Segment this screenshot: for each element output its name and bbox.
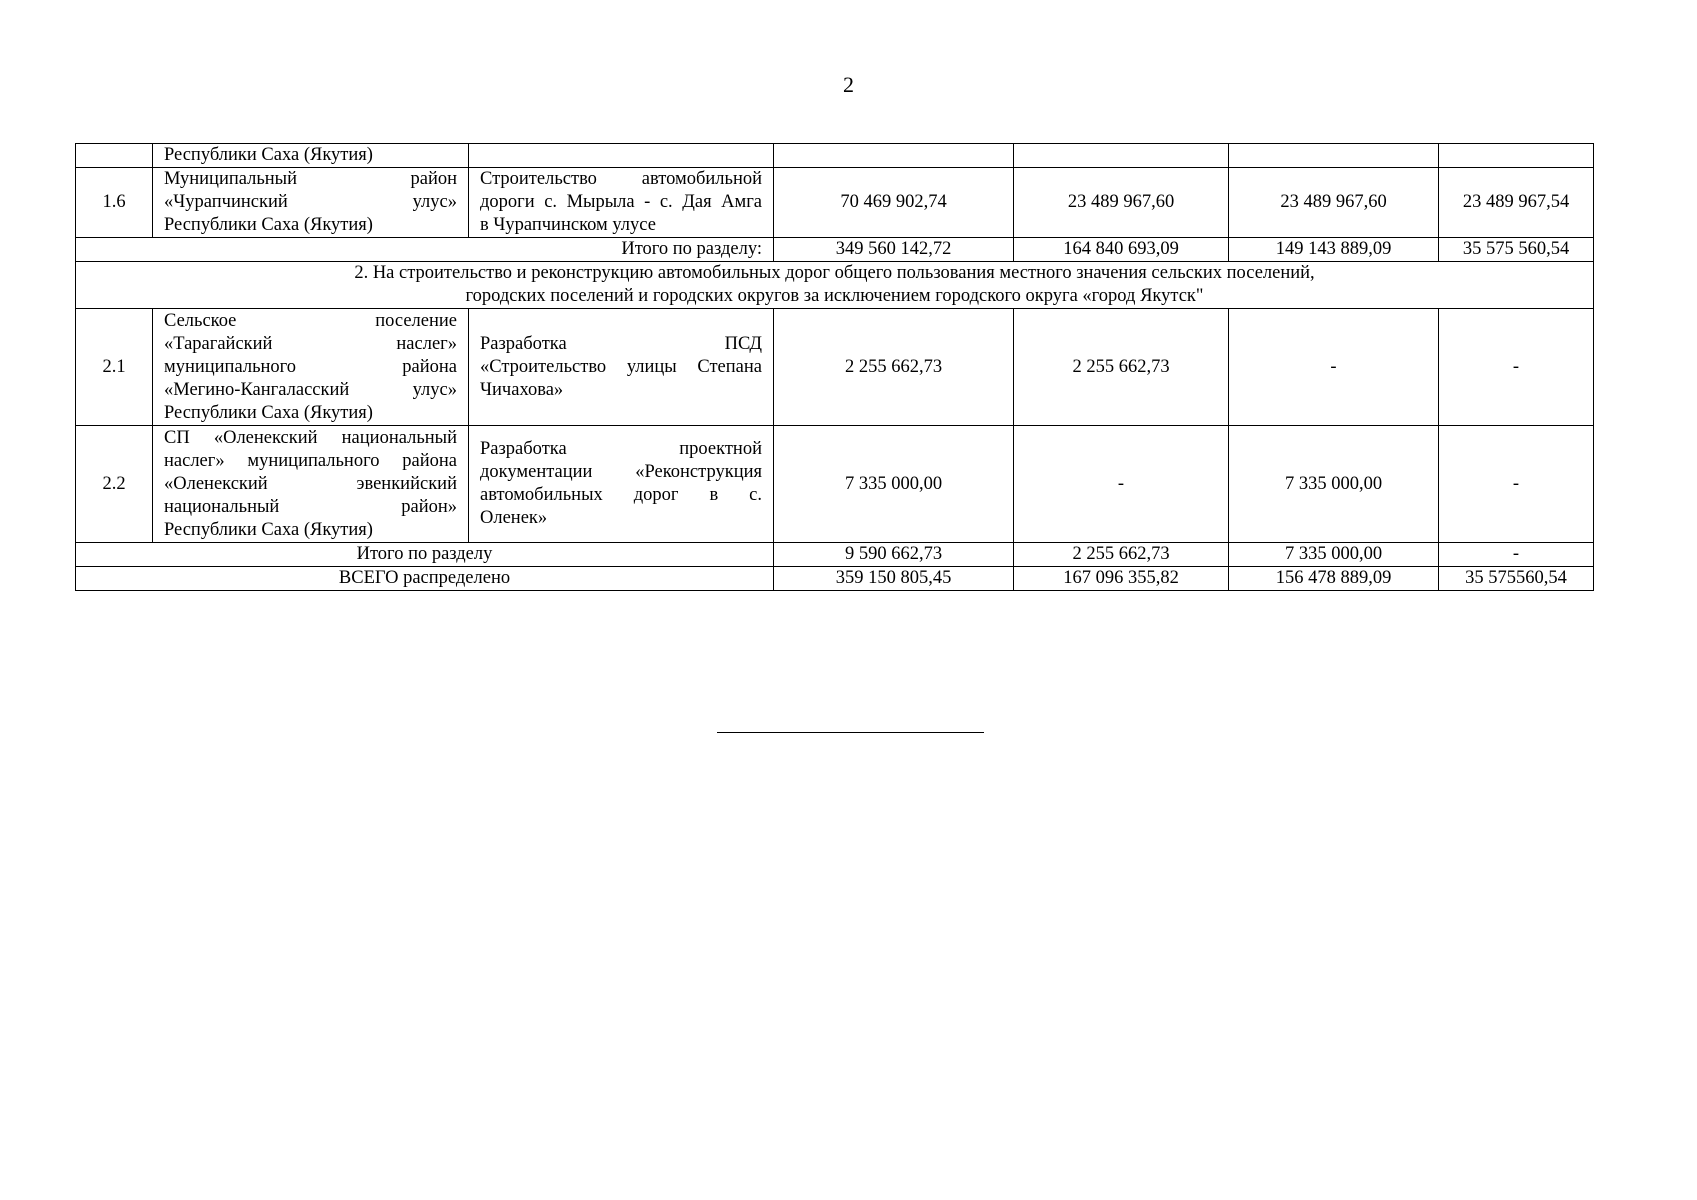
year3-amount-cell: [1439, 144, 1594, 168]
object-line: «Строительство улицы Степана: [480, 356, 762, 377]
total-amount-cell: 359 150 805,45: [774, 567, 1014, 591]
year3-amount-cell: -: [1439, 426, 1594, 543]
total-amount-cell: 2 255 662,73: [774, 309, 1014, 426]
subtotal-row: [76, 238, 1594, 262]
object-cell: [469, 426, 774, 543]
object-cell: [469, 144, 774, 168]
year3-amount-cell: -: [1439, 309, 1594, 426]
allocation-table: [75, 143, 1594, 591]
total-amount-cell: 7 335 000,00: [774, 426, 1014, 543]
year3-amount-cell: 35 575 560,54: [1439, 238, 1594, 262]
object-line: Оленек»: [480, 508, 548, 528]
object-line: дороги с. Мырыла - с. Дая Амга: [480, 192, 762, 212]
year2-amount-cell: 7 335 000,00: [1229, 426, 1439, 543]
object-line: Разработка ПСД: [480, 333, 762, 354]
year2-amount-cell: 156 478 889,09: [1229, 567, 1439, 591]
recipient-line: Республики Саха (Якутия): [164, 215, 373, 235]
recipient-cell: Республики Саха (Якутия): [153, 144, 469, 168]
total-amount-cell: 349 560 142,72: [774, 238, 1014, 262]
recipient-line: Республики Саха (Якутия): [164, 519, 373, 540]
recipient-cell: [153, 168, 469, 238]
section-header-cell: [76, 262, 1594, 309]
object-line: Чичахова»: [480, 379, 564, 400]
recipient-line: «Чурапчинский улус»: [164, 192, 457, 212]
end-of-document-rule: [717, 732, 984, 733]
recipient-line: Республики Саха (Якутия): [164, 402, 373, 423]
recipient-line: Муниципальный район: [164, 169, 457, 189]
year1-amount-cell: -: [1014, 426, 1229, 543]
year2-amount-cell: 7 335 000,00: [1229, 543, 1439, 567]
row-number-cell: [76, 144, 153, 168]
row-number-cell: 2.1: [76, 309, 153, 426]
year3-amount-cell: -: [1439, 543, 1594, 567]
page-number: 2: [843, 72, 854, 97]
year3-amount-cell: 23 489 967,54: [1439, 168, 1594, 238]
object-cell: [469, 168, 774, 238]
total-amount-cell: [774, 144, 1014, 168]
recipient-line: СП «Оленекский национальный: [164, 427, 457, 448]
year1-amount-cell: 2 255 662,73: [1014, 309, 1229, 426]
total-amount-cell: 70 469 902,74: [774, 168, 1014, 238]
object-line: автомобильных дорог в с.: [480, 485, 762, 505]
subtotal-row: [76, 543, 1594, 567]
object-line: Строительство автомобильной: [480, 169, 762, 189]
object-line: в Чурапчинском улусе: [480, 215, 656, 235]
object-line: Разработка проектной: [480, 439, 762, 459]
recipient-line: «Мегино-Кангаласский улус»: [164, 379, 457, 400]
grand-total-label: ВСЕГО распределено: [76, 567, 774, 591]
table-row: [76, 144, 1594, 168]
year1-amount-cell: 23 489 967,60: [1014, 168, 1229, 238]
year2-amount-cell: [1229, 144, 1439, 168]
recipient-line: муниципального района: [164, 356, 457, 377]
section-header-line: городских поселений и городских округов за исключением городского округа «город Якутск": [465, 286, 1204, 306]
recipient-cell: [153, 426, 469, 543]
year1-amount-cell: 2 255 662,73: [1014, 543, 1229, 567]
recipient-line: «Оленекский эвенкийский: [164, 473, 457, 494]
grand-total-row: [76, 567, 1594, 591]
table-row: [76, 168, 1594, 238]
object-line: документации «Реконструкция: [480, 462, 762, 482]
row-number-cell: 1.6: [76, 168, 153, 238]
recipient-cell: [153, 309, 469, 426]
subtotal-label: Итого по разделу: [76, 543, 774, 567]
year2-amount-cell: 149 143 889,09: [1229, 238, 1439, 262]
recipient-line: «Тарагайский наслег»: [164, 333, 457, 354]
row-number-cell: 2.2: [76, 426, 153, 543]
section-header-line: 2. На строительство и реконструкцию автомобильных дорог общего пользования местного значения сельских поселений,: [354, 263, 1315, 283]
table-row: [76, 426, 1594, 543]
total-amount-cell: 9 590 662,73: [774, 543, 1014, 567]
year2-amount-cell: -: [1229, 309, 1439, 426]
recipient-line: Сельское поселение: [164, 310, 457, 331]
section-header-row: [76, 262, 1594, 309]
table-row: [76, 309, 1594, 426]
year3-amount-cell: 35 575560,54: [1439, 567, 1594, 591]
year1-amount-cell: 164 840 693,09: [1014, 238, 1229, 262]
year2-amount-cell: 23 489 967,60: [1229, 168, 1439, 238]
recipient-line: наслег» муниципального района: [164, 450, 457, 471]
recipient-line: национальный район»: [164, 496, 457, 517]
year1-amount-cell: 167 096 355,82: [1014, 567, 1229, 591]
year1-amount-cell: [1014, 144, 1229, 168]
object-cell: [469, 309, 774, 426]
subtotal-label: Итого по разделу:: [76, 238, 774, 262]
